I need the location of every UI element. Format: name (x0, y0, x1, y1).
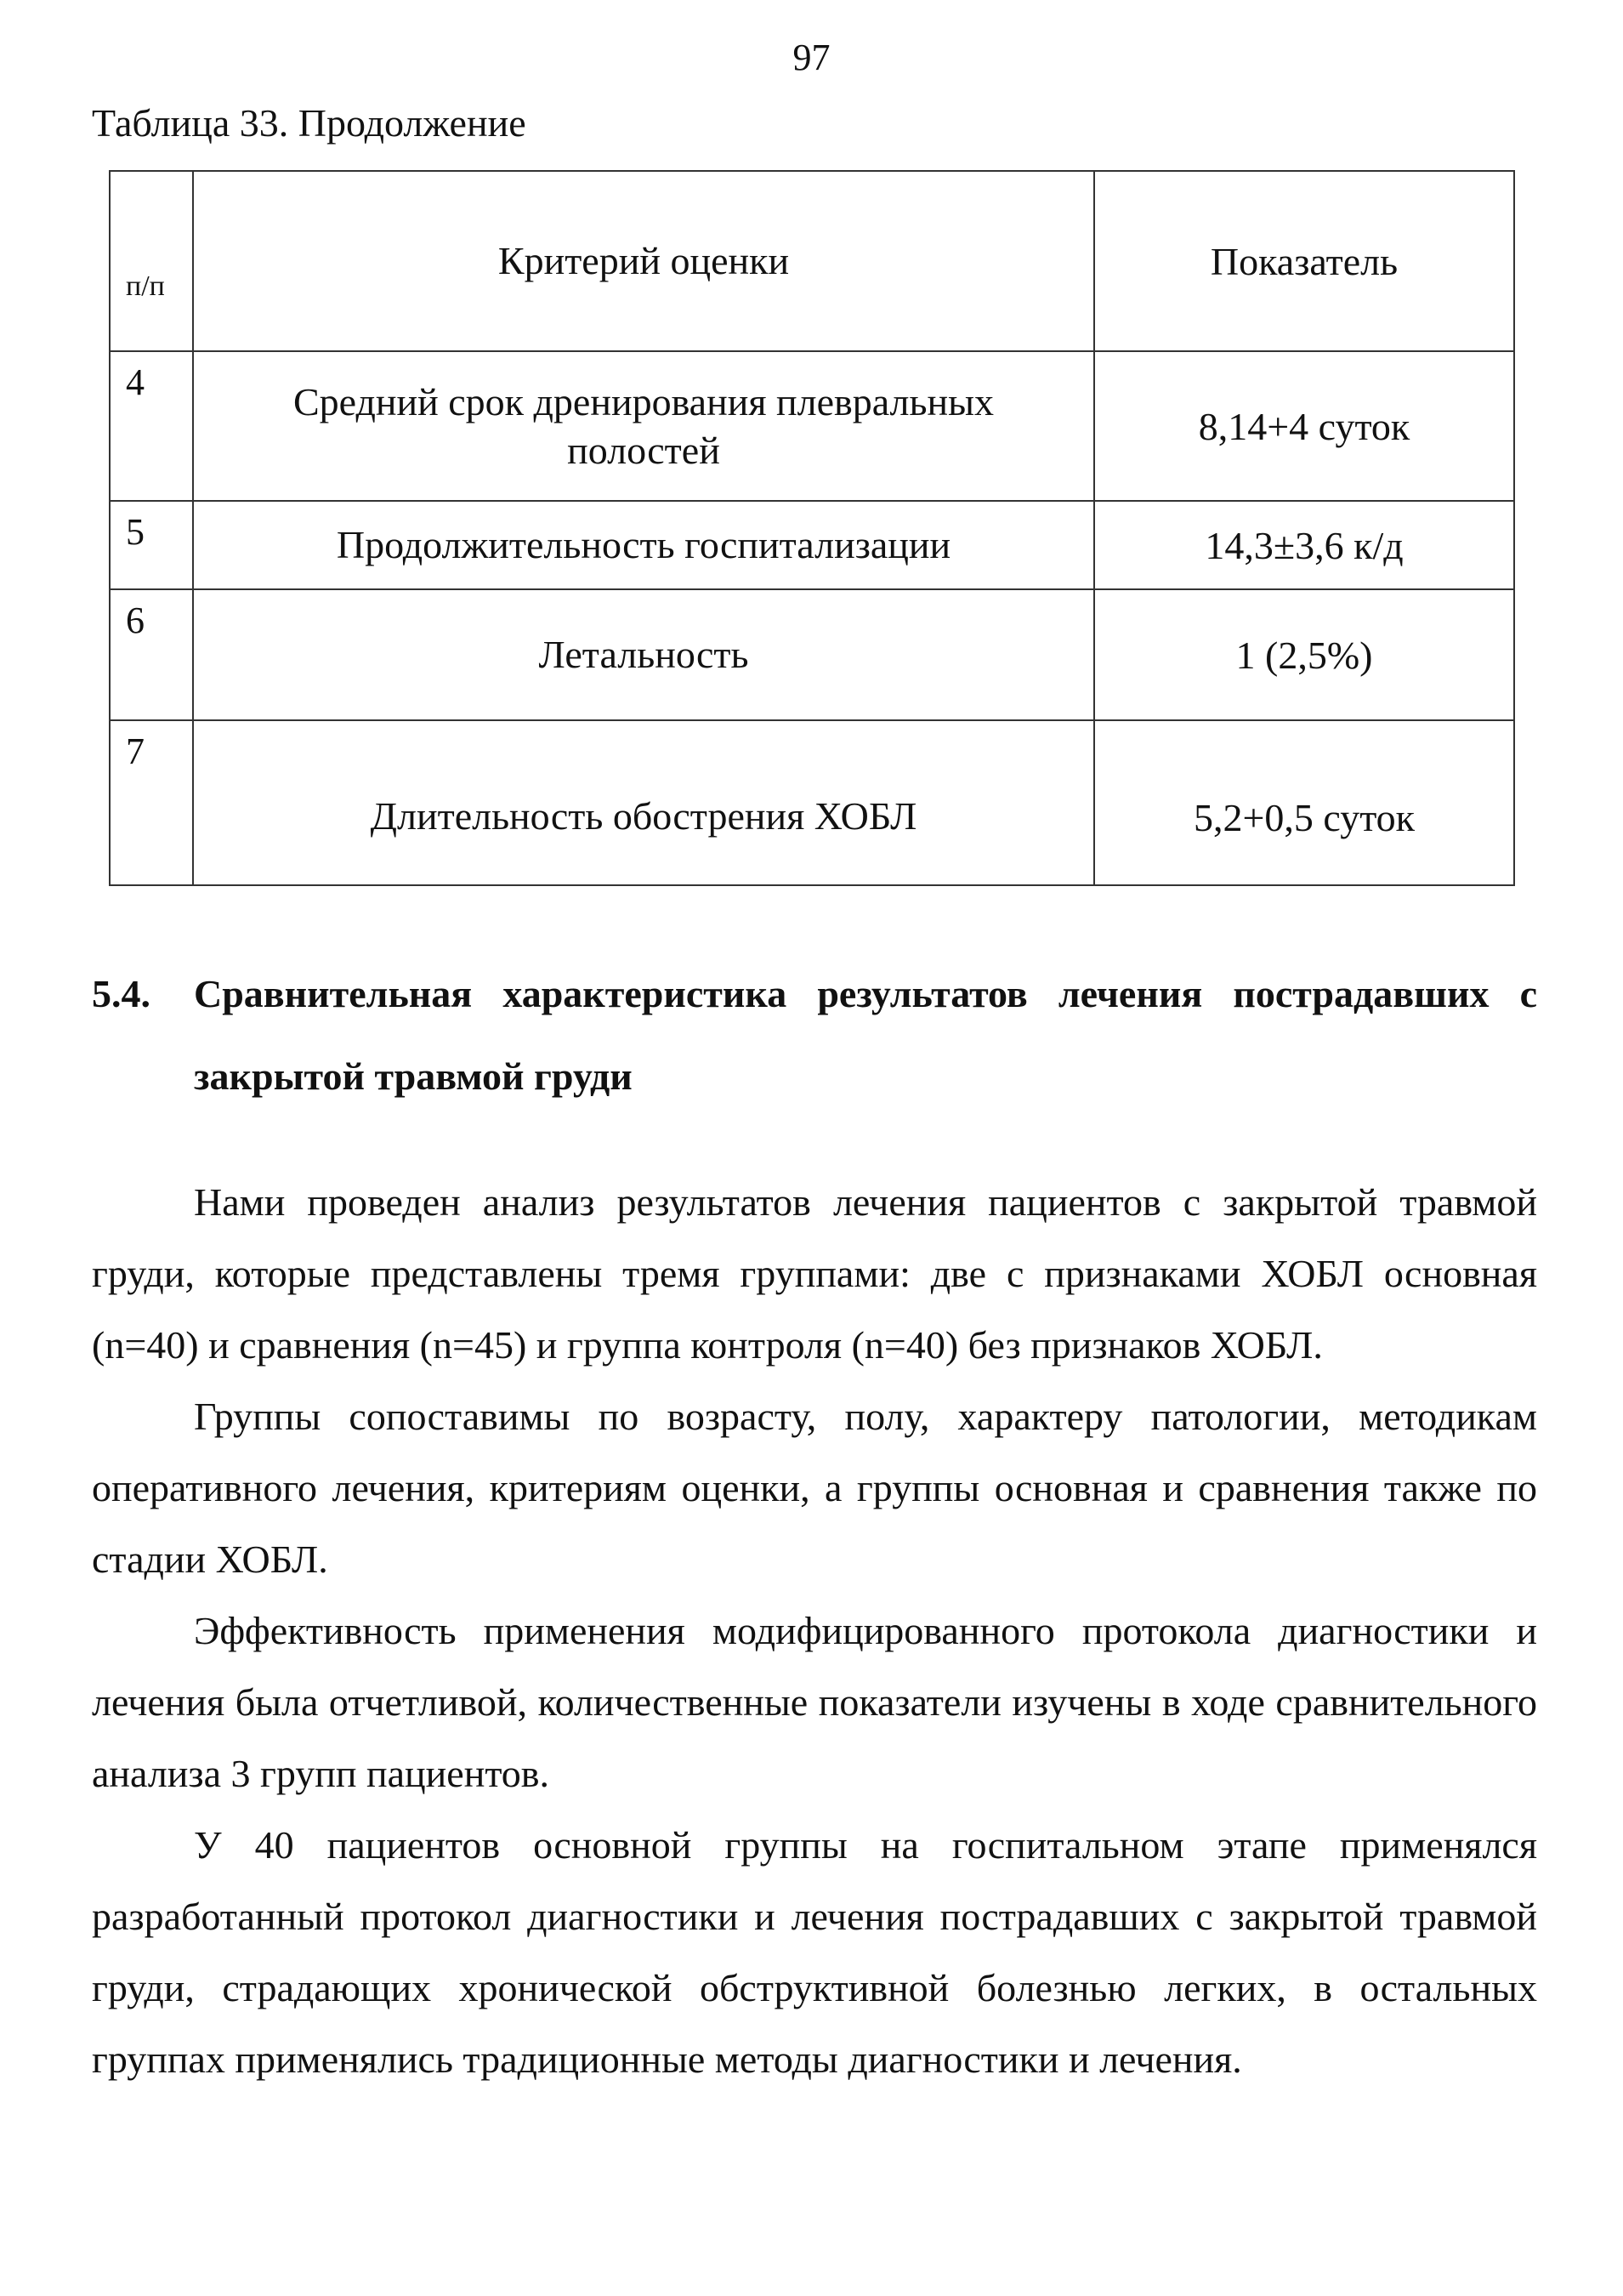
row-num: 6 (110, 589, 193, 720)
paragraph: Группы сопоставимы по возрасту, полу, характеру патологии, методикам оперативного лечения, критериям оценки, а группы основная и сравнения также по стадии ХОБЛ. (92, 1395, 1537, 1581)
section-title: Сравнительная характеристика результатов лечения пострадавших с закрытой травмой груди (194, 972, 1537, 1098)
results-table (109, 170, 1515, 886)
header-value: Показатель (1094, 171, 1514, 351)
table-row (110, 720, 1514, 885)
table-row (110, 351, 1514, 501)
paragraph: У 40 пациентов основной группы на госпитальном этапе применялся разработанный протокол диагностики и лечения пострадавших с закрытой травмой груди, страдающих хронической обструктивной болезнью легких, в остальных группах применялись традиционные методы диагностики и лечения. (92, 1823, 1537, 2081)
row-value: 1 (2,5%) (1094, 589, 1514, 720)
paragraph: Эффективность применения модифицированного протокола диагностики и лечения была отчетливой, количественные показатели изучены в ходе сравнительного анализа 3 групп пациентов. (92, 1609, 1537, 1795)
row-criterion: Летальность (193, 589, 1094, 720)
table-row (110, 501, 1514, 589)
row-num: 7 (110, 720, 193, 885)
row-criterion: Длительность обострения ХОБЛ (193, 720, 1094, 885)
row-value: 8,14+4 суток (1094, 351, 1514, 501)
row-criterion-text: Средний срок дренирования плевральных полостей (293, 379, 994, 472)
row-value: 14,3±3,6 к/д (1094, 501, 1514, 589)
table-row (110, 589, 1514, 720)
row-num: 4 (110, 351, 193, 501)
header-num: п/п (110, 171, 193, 351)
row-value: 5,2+0,5 суток (1094, 720, 1514, 885)
row-criterion (193, 351, 1094, 501)
table-caption: Таблица 33. Продолжение (92, 101, 526, 145)
page-number: 97 (792, 37, 831, 78)
header-criterion: Критерий оценки (193, 171, 1094, 351)
section-number: 5.4. (92, 972, 150, 1015)
row-criterion: Продолжительность госпитализации (193, 501, 1094, 589)
section-heading (92, 952, 1537, 1117)
paragraph: Нами проведен анализ результатов лечения пациентов с закрытой травмой груди, которые представлены тремя группами: две с признаками ХОБЛ основная (n=40) и сравнения (n=45) и группа контроля (n=40) без признаков ХОБЛ. (92, 1180, 1537, 1367)
body-text (92, 1167, 1537, 2095)
row-num: 5 (110, 501, 193, 589)
table-header-row (110, 171, 1514, 351)
